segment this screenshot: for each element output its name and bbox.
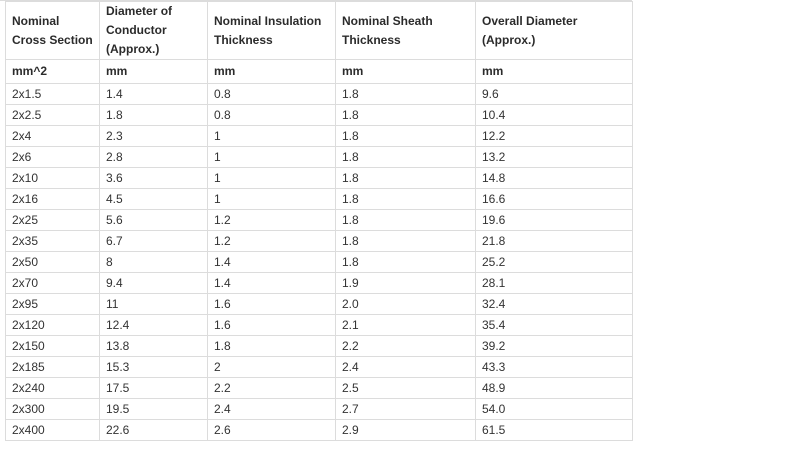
cell-cross-section: 2x4 bbox=[6, 126, 100, 147]
cell-conductor-diameter: 4.5 bbox=[100, 189, 208, 210]
table-row bbox=[6, 189, 633, 210]
units-row bbox=[6, 60, 633, 84]
cell-cross-section: 2x185 bbox=[6, 357, 100, 378]
cell-conductor-diameter: 12.4 bbox=[100, 315, 208, 336]
cell-overall-diameter: 61.5 bbox=[476, 420, 633, 441]
cell-sheath-thickness: 1.8 bbox=[336, 168, 476, 189]
cell-conductor-diameter: 8 bbox=[100, 252, 208, 273]
cell-cross-section: 2x95 bbox=[6, 294, 100, 315]
table-row bbox=[6, 294, 633, 315]
cell-overall-diameter: 14.8 bbox=[476, 168, 633, 189]
cell-insulation-thickness: 1 bbox=[208, 168, 336, 189]
cell-insulation-thickness: 1.4 bbox=[208, 273, 336, 294]
unit-cell: mm bbox=[336, 60, 476, 84]
cell-sheath-thickness: 2.4 bbox=[336, 357, 476, 378]
header-row bbox=[6, 2, 633, 60]
cell-cross-section: 2x6 bbox=[6, 147, 100, 168]
cell-sheath-thickness: 1.8 bbox=[336, 252, 476, 273]
cell-conductor-diameter: 22.6 bbox=[100, 420, 208, 441]
cell-insulation-thickness: 2.6 bbox=[208, 420, 336, 441]
cell-sheath-thickness: 1.8 bbox=[336, 105, 476, 126]
cell-conductor-diameter: 2.8 bbox=[100, 147, 208, 168]
unit-cell: mm bbox=[100, 60, 208, 84]
header-overall-diameter: Overall Diameter (Approx.) bbox=[476, 2, 633, 60]
cell-overall-diameter: 10.4 bbox=[476, 105, 633, 126]
table-row bbox=[6, 252, 633, 273]
cell-overall-diameter: 54.0 bbox=[476, 399, 633, 420]
table-row bbox=[6, 231, 633, 252]
table-row bbox=[6, 273, 633, 294]
cell-sheath-thickness: 1.8 bbox=[336, 126, 476, 147]
cell-overall-diameter: 43.3 bbox=[476, 357, 633, 378]
cell-sheath-thickness: 1.8 bbox=[336, 147, 476, 168]
cell-overall-diameter: 19.6 bbox=[476, 210, 633, 231]
cell-insulation-thickness: 0.8 bbox=[208, 84, 336, 105]
cell-cross-section: 2x70 bbox=[6, 273, 100, 294]
cell-insulation-thickness: 0.8 bbox=[208, 105, 336, 126]
cell-cross-section: 2x150 bbox=[6, 336, 100, 357]
cable-spec-table bbox=[5, 1, 633, 441]
unit-cell: mm bbox=[208, 60, 336, 84]
cell-overall-diameter: 9.6 bbox=[476, 84, 633, 105]
table-row bbox=[6, 336, 633, 357]
cell-conductor-diameter: 11 bbox=[100, 294, 208, 315]
header-sheath-thickness: Nominal Sheath Thickness bbox=[336, 2, 476, 60]
cell-conductor-diameter: 6.7 bbox=[100, 231, 208, 252]
cell-insulation-thickness: 1 bbox=[208, 189, 336, 210]
cell-sheath-thickness: 2.1 bbox=[336, 315, 476, 336]
table-row bbox=[6, 210, 633, 231]
table-row bbox=[6, 147, 633, 168]
cell-conductor-diameter: 3.6 bbox=[100, 168, 208, 189]
cell-cross-section: 2x240 bbox=[6, 378, 100, 399]
cell-conductor-diameter: 5.6 bbox=[100, 210, 208, 231]
table-row bbox=[6, 378, 633, 399]
cell-sheath-thickness: 1.8 bbox=[336, 231, 476, 252]
table-row bbox=[6, 357, 633, 378]
header-conductor-diameter: Diameter of Conductor (Approx.) bbox=[100, 2, 208, 60]
cell-insulation-thickness: 1.2 bbox=[208, 210, 336, 231]
cell-insulation-thickness: 2 bbox=[208, 357, 336, 378]
cell-insulation-thickness: 1.4 bbox=[208, 252, 336, 273]
cell-sheath-thickness: 1.8 bbox=[336, 189, 476, 210]
cell-sheath-thickness: 2.7 bbox=[336, 399, 476, 420]
cell-cross-section: 2x120 bbox=[6, 315, 100, 336]
cell-cross-section: 2x2.5 bbox=[6, 105, 100, 126]
cell-overall-diameter: 16.6 bbox=[476, 189, 633, 210]
cell-overall-diameter: 48.9 bbox=[476, 378, 633, 399]
cell-cross-section: 2x50 bbox=[6, 252, 100, 273]
cell-overall-diameter: 13.2 bbox=[476, 147, 633, 168]
header-cross-section: Nominal Cross Section bbox=[6, 2, 100, 60]
cell-cross-section: 2x25 bbox=[6, 210, 100, 231]
header-insulation-thickness: Nominal Insulation Thickness bbox=[208, 2, 336, 60]
cell-conductor-diameter: 1.8 bbox=[100, 105, 208, 126]
cell-conductor-diameter: 13.8 bbox=[100, 336, 208, 357]
unit-cell: mm^2 bbox=[6, 60, 100, 84]
cell-cross-section: 2x400 bbox=[6, 420, 100, 441]
cell-conductor-diameter: 9.4 bbox=[100, 273, 208, 294]
cell-sheath-thickness: 1.9 bbox=[336, 273, 476, 294]
cell-conductor-diameter: 2.3 bbox=[100, 126, 208, 147]
cell-cross-section: 2x16 bbox=[6, 189, 100, 210]
unit-cell: mm bbox=[476, 60, 633, 84]
table-row bbox=[6, 168, 633, 189]
table-row bbox=[6, 315, 633, 336]
cell-insulation-thickness: 1.2 bbox=[208, 231, 336, 252]
cell-insulation-thickness: 1.8 bbox=[208, 336, 336, 357]
cell-sheath-thickness: 1.8 bbox=[336, 84, 476, 105]
cell-sheath-thickness: 2.5 bbox=[336, 378, 476, 399]
cell-overall-diameter: 21.8 bbox=[476, 231, 633, 252]
cell-insulation-thickness: 2.4 bbox=[208, 399, 336, 420]
cell-conductor-diameter: 19.5 bbox=[100, 399, 208, 420]
cell-overall-diameter: 32.4 bbox=[476, 294, 633, 315]
cell-insulation-thickness: 1.6 bbox=[208, 315, 336, 336]
cell-sheath-thickness: 2.0 bbox=[336, 294, 476, 315]
cell-conductor-diameter: 15.3 bbox=[100, 357, 208, 378]
cell-sheath-thickness: 1.8 bbox=[336, 210, 476, 231]
table-row bbox=[6, 126, 633, 147]
cell-insulation-thickness: 2.2 bbox=[208, 378, 336, 399]
table-row bbox=[6, 84, 633, 105]
cell-cross-section: 2x300 bbox=[6, 399, 100, 420]
cell-conductor-diameter: 1.4 bbox=[100, 84, 208, 105]
cell-cross-section: 2x10 bbox=[6, 168, 100, 189]
cell-insulation-thickness: 1 bbox=[208, 147, 336, 168]
cell-conductor-diameter: 17.5 bbox=[100, 378, 208, 399]
cell-sheath-thickness: 2.2 bbox=[336, 336, 476, 357]
table-row bbox=[6, 105, 633, 126]
cell-cross-section: 2x1.5 bbox=[6, 84, 100, 105]
cell-insulation-thickness: 1 bbox=[208, 126, 336, 147]
cell-overall-diameter: 25.2 bbox=[476, 252, 633, 273]
cell-insulation-thickness: 1.6 bbox=[208, 294, 336, 315]
cell-overall-diameter: 39.2 bbox=[476, 336, 633, 357]
cell-sheath-thickness: 2.9 bbox=[336, 420, 476, 441]
cell-cross-section: 2x35 bbox=[6, 231, 100, 252]
table-row bbox=[6, 420, 633, 441]
table-row bbox=[6, 399, 633, 420]
cell-overall-diameter: 12.2 bbox=[476, 126, 633, 147]
cell-overall-diameter: 35.4 bbox=[476, 315, 633, 336]
cell-overall-diameter: 28.1 bbox=[476, 273, 633, 294]
